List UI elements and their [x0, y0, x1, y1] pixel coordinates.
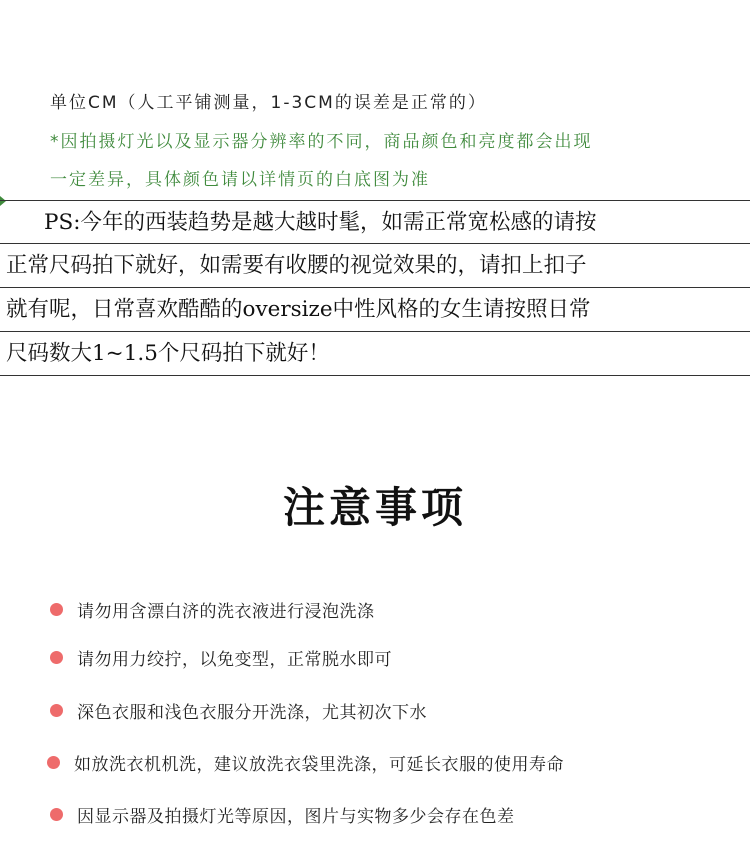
ps-note-box — [0, 200, 750, 376]
ps-note-line: 正常尺码拍下就好，如需要有收腰的视觉效果的，请扣上扣子 — [0, 244, 750, 288]
bullet-dot-icon — [50, 603, 63, 616]
bullet-dot-icon — [50, 704, 63, 717]
ps-note-line: 尺码数大1~1.5个尺码拍下就好！ — [0, 332, 750, 376]
notice-item-text: 因显示器及拍摄灯光等原因，图片与实物多少会存在色差 — [77, 806, 515, 827]
notice-item-text: 请勿用力绞拧，以免变型，正常脱水即可 — [77, 649, 392, 670]
notice-item — [50, 696, 427, 724]
notice-item-text: 如放洗衣机机洗，建议放洗衣袋里洗涤，可延长衣服的使用寿命 — [74, 754, 564, 775]
notice-item — [50, 595, 375, 623]
bullet-dot-icon — [50, 808, 63, 821]
size-unit-note: 单位CM（人工平铺测量，1-3CM的误差是正常的） — [50, 93, 487, 113]
notice-item — [47, 748, 564, 776]
notice-item-text: 深色衣服和浅色衣服分开洗涤，尤其初次下水 — [77, 702, 427, 723]
notice-item — [50, 643, 392, 671]
ps-note-line: PS:今年的西装趋势是越大越时髦，如需正常宽松感的请按 — [0, 200, 750, 244]
color-difference-note-line-1: *因拍摄灯光以及显示器分辨率的不同，商品颜色和亮度都会出现 — [50, 132, 593, 152]
color-difference-note-line-2: 一定差异，具体颜色请以详情页的白底图为准 — [50, 170, 430, 190]
notice-item — [50, 800, 515, 828]
notice-item-text: 请勿用含漂白济的洗衣液进行浸泡洗涤 — [77, 601, 375, 622]
ps-note-line: 就有呢，日常喜欢酷酷的oversize中性风格的女生请按照日常 — [0, 288, 750, 332]
notice-title: 注意事项 — [282, 483, 467, 532]
bullet-dot-icon — [47, 756, 60, 769]
bullet-dot-icon — [50, 651, 63, 664]
